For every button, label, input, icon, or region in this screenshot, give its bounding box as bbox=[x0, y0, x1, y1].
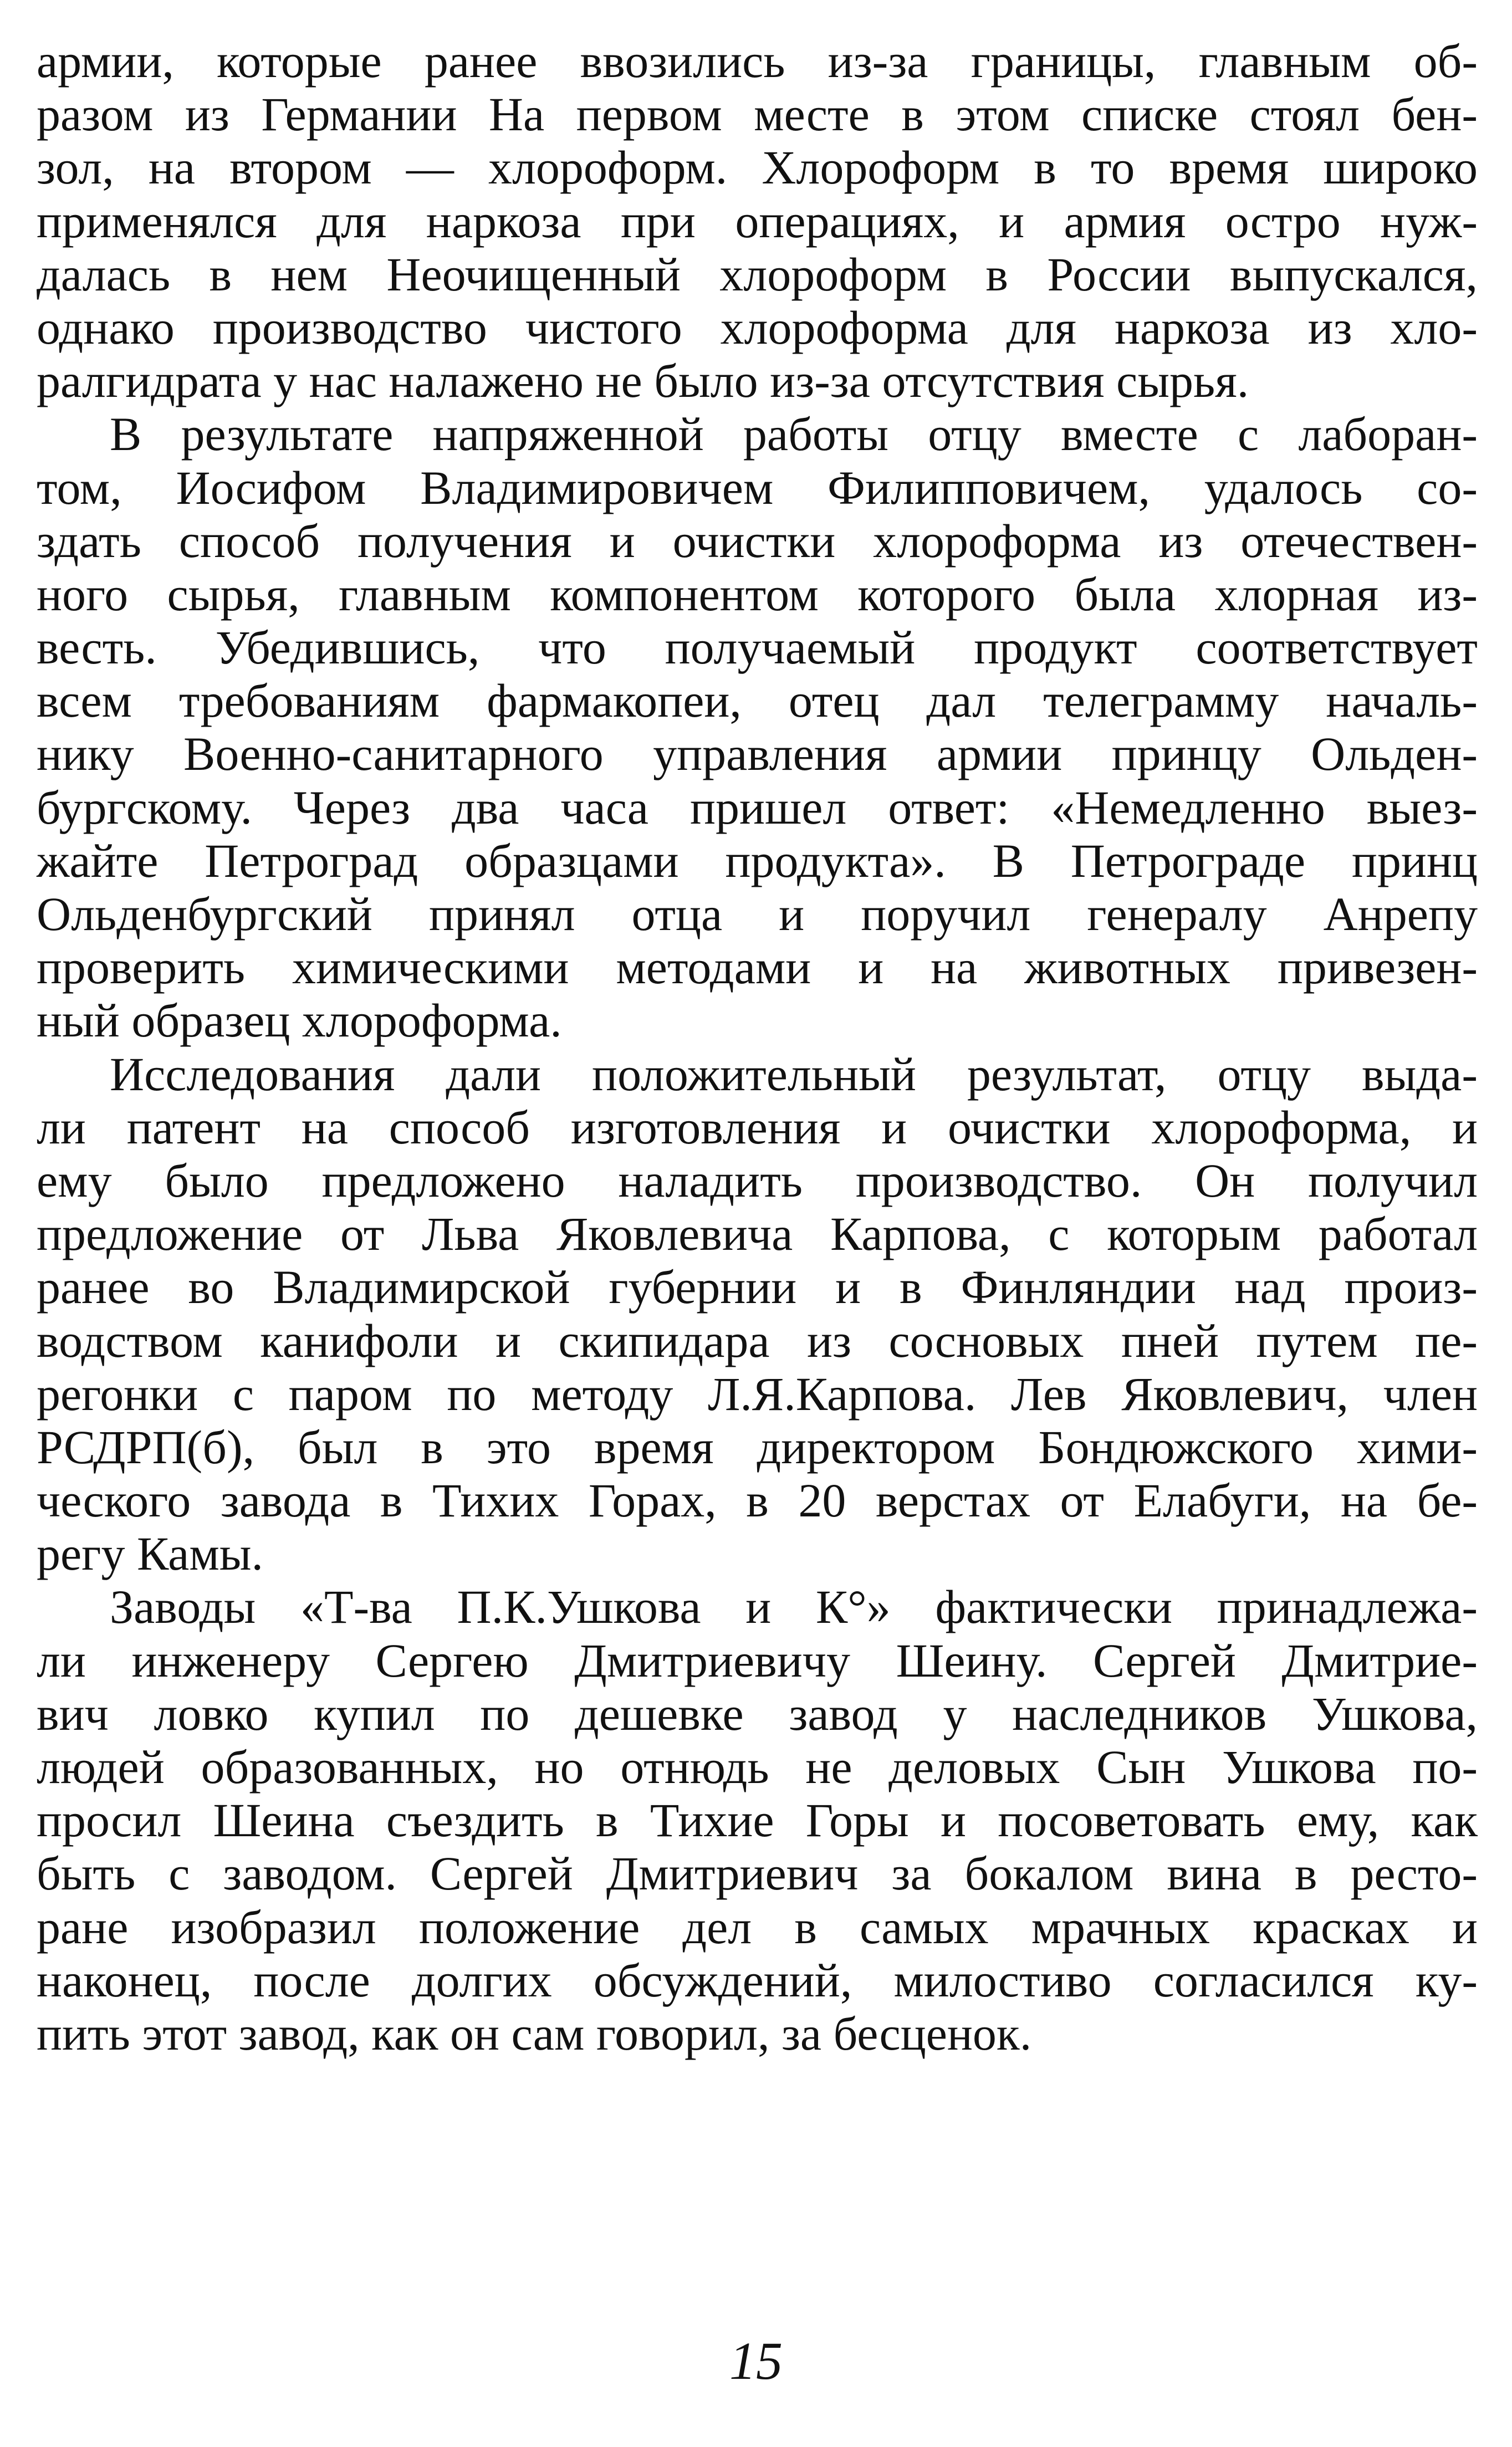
text-line: просил Шеина съездить в Тихие Горы и посоветовать ему, как bbox=[37, 1794, 1478, 1847]
text-line: ему было предложено наладить производство. Он получил bbox=[37, 1153, 1478, 1207]
text-line: РСДРП(б), был в это время директором Бондюжского хими- bbox=[37, 1420, 1478, 1474]
text-line: проверить химическими методами и на животных привезен- bbox=[37, 941, 1478, 994]
text-line: разом из Германии На первом месте в этом списке стоял бен- bbox=[37, 88, 1478, 141]
text-line: всем требованиям фармакопеи, отец дал телеграмму началь- bbox=[37, 674, 1478, 728]
page-body bbox=[37, 34, 1478, 2060]
text-line: применялся для наркоза при операциях, и армия остро нуж- bbox=[37, 194, 1478, 248]
text-line: быть с заводом. Сергей Дмитриевич за бокалом вина в ресто- bbox=[37, 1847, 1478, 1901]
text-line: ране изобразил положение дел в самых мрачных красках и bbox=[37, 1900, 1478, 1954]
text-line: однако производство чистого хлороформа для наркоза из хло- bbox=[37, 300, 1478, 354]
text-line: армии, которые ранее ввозились из-за границы, главным об- bbox=[37, 34, 1478, 88]
text-line: ный образец хлороформа. bbox=[37, 994, 562, 1048]
text-line: том, Иосифом Владимировичем Филипповичем, удалось со- bbox=[37, 461, 1478, 514]
text-line: вич ловко купил по дешевке завод у наследников Ушкова, bbox=[37, 1687, 1478, 1740]
text-line: пить этот завод, как он сам говорил, за бесценок. bbox=[37, 2006, 1032, 2060]
text-line: далась в нем Неочищенный хлороформ в России выпускался, bbox=[37, 247, 1478, 301]
text-line: Исследования дали положительный результат, отцу выда- bbox=[110, 1047, 1478, 1101]
text-line: ного сырья, главным компонентом которого была хлорная из- bbox=[37, 567, 1478, 621]
text-line: предложение от Льва Яковлевича Карпова, с которым работал bbox=[37, 1207, 1478, 1261]
text-line: ли патент на способ изготовления и очистки хлороформа, и bbox=[37, 1100, 1478, 1154]
paragraph-1 bbox=[37, 34, 1478, 407]
text-line: ческого завода в Тихих Горах, в 20 верстах от Елабуги, на бе- bbox=[37, 1474, 1478, 1528]
text-line: регонки с паром по методу Л.Я.Карпова. Лев Яковлевич, член bbox=[37, 1367, 1478, 1421]
text-line: весть. Убедившись, что получаемый продукт соответствует bbox=[37, 621, 1478, 675]
text-line: Заводы «Т-ва П.К.Ушкова и К°» фактически принадлежа- bbox=[110, 1580, 1478, 1634]
text-line: бургскому. Через два часа пришел ответ: «Немедленно выез- bbox=[37, 780, 1478, 834]
paragraph-4 bbox=[37, 1580, 1478, 2060]
text-line: регу Камы. bbox=[37, 1527, 264, 1581]
paragraph-2 bbox=[37, 407, 1478, 1047]
text-line: водством канифоли и скипидара из сосновых пней путем пе- bbox=[37, 1314, 1478, 1367]
text-line: нику Военно-санитарного управления армии принцу Ольден- bbox=[37, 727, 1478, 781]
text-line: зол, на втором — хлороформ. Хлороформ в то время широко bbox=[37, 141, 1478, 195]
page-number: 15 bbox=[729, 2331, 783, 2390]
text-line: здать способ получения и очистки хлороформа из отечествен- bbox=[37, 514, 1478, 568]
text-line: ранее во Владимирской губернии и в Финляндии над произ- bbox=[37, 1260, 1478, 1314]
text-line: людей образованных, но отнюдь не деловых Сын Ушкова по- bbox=[37, 1740, 1478, 1794]
text-line: Ольденбургский принял отца и поручил генералу Анрепу bbox=[37, 887, 1478, 941]
text-line: наконец, после долгих обсуждений, милостиво согласился ку- bbox=[37, 1953, 1478, 2007]
text-line: жайте Петроград образцами продукта». В Петрограде принц bbox=[37, 834, 1478, 887]
paragraph-3 bbox=[37, 1048, 1478, 1581]
text-line: ли инженеру Сергею Дмитриевичу Шеину. Сергей Дмитрие- bbox=[37, 1633, 1478, 1687]
text-line: ралгидрата у нас налажено не было из-за отсутствия сырья. bbox=[37, 354, 1249, 408]
text-line: В результате напряженной работы отцу вместе с лаборан- bbox=[110, 407, 1478, 461]
